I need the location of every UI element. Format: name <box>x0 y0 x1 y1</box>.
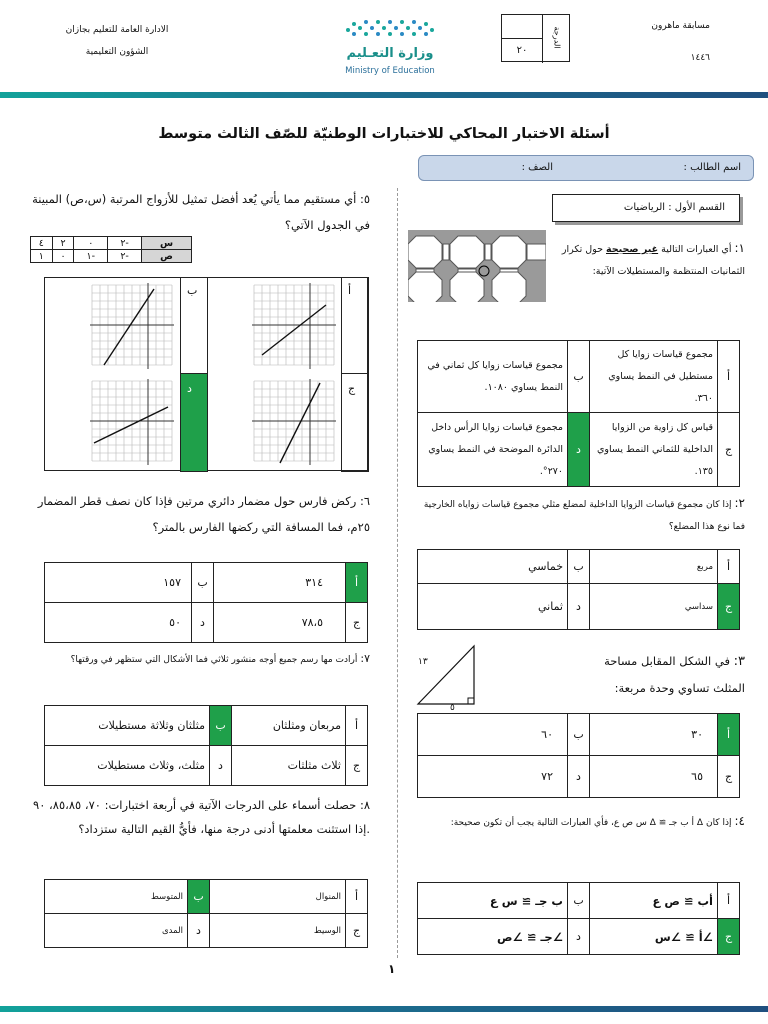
q6-option-c[interactable]: ٧٨،٥ <box>214 603 346 643</box>
q6-text <box>30 488 370 540</box>
score-box <box>501 14 570 62</box>
q6-letter-c: ج <box>346 603 368 643</box>
q2-text <box>412 492 745 538</box>
student-info-bar <box>418 155 754 181</box>
q8-letter-b: ب <box>188 880 210 914</box>
q5-x-4: ٤ <box>31 237 53 250</box>
q8-letter-d: د <box>188 914 210 948</box>
q1-letter-d: د <box>568 413 590 487</box>
q7-number: ٧: <box>360 652 370 665</box>
q3-option-b[interactable]: ٦٠ <box>418 714 568 756</box>
q5-x-2: ٠ <box>74 237 108 250</box>
q3-number: ٣: <box>733 654 745 669</box>
q1-text-before: أي العبارات التالية <box>661 244 732 255</box>
q8-letter-a: أ <box>346 880 368 914</box>
q5-x-1: -٢ <box>108 237 142 250</box>
q7-option-b[interactable]: مثلثان وثلاثة مستطيلات <box>45 706 210 746</box>
q6-number: ٦: <box>359 494 370 508</box>
affairs-name: الشؤون التعليمية <box>85 47 149 57</box>
q6-option-a[interactable]: ٣١٤ <box>214 563 346 603</box>
q8-option-c[interactable]: الوسيط <box>210 914 346 948</box>
q3-letter-c: ج <box>718 756 740 798</box>
q8-option-d[interactable]: المدى <box>45 914 188 948</box>
q1-letter-c: ج <box>718 413 740 487</box>
q7-body: أرادت مها رسم جميع أوجه منشور ثلاثي فما الأشكال التي ستظهر في ورقتها؟ <box>70 655 358 665</box>
q5-y-4: ١ <box>31 250 53 263</box>
ministry-logo <box>342 18 438 80</box>
q2-letter-b: ب <box>568 550 590 584</box>
q1-letter-a: أ <box>718 341 740 413</box>
q6-option-d[interactable]: ٥٠ <box>45 603 192 643</box>
q7-letter-c: ج <box>346 746 368 786</box>
q2-options <box>417 549 740 630</box>
q4-text <box>412 808 745 836</box>
q5-text <box>30 186 370 238</box>
q6-letter-b: ب <box>192 563 214 603</box>
q6-option-b[interactable]: ١٥٧ <box>45 563 192 603</box>
q5-graph-a[interactable] <box>250 281 336 371</box>
q3-text <box>600 648 745 701</box>
q5-y-2: -١ <box>74 250 108 263</box>
q2-body: إذا كان مجموع قياسات الزوايا الداخلية لمضلع مثلي مجموع قياسات زواياه الخارجية فما نوع هذا المضلع؟ <box>423 500 745 532</box>
octagon-pattern-figure <box>408 230 546 302</box>
q4-letter-c: ج <box>718 919 740 955</box>
q2-option-b[interactable]: خماسي <box>418 550 568 584</box>
q1-option-a[interactable]: مجموع قياسات زوايا كل مستطيل في النمط يساوي ٣٦٠. <box>590 341 718 413</box>
hijri-year: ١٤٤٦ <box>690 53 710 63</box>
q1-options <box>417 340 740 487</box>
student-name-label: اسم الطالب : <box>683 162 741 173</box>
q1-option-c[interactable]: قياس كل زاوية من الزوايا الداخلية للثماني النمط يساوي ١٣٥. <box>590 413 718 487</box>
plotted-line <box>104 289 154 365</box>
plotted-line <box>94 407 168 443</box>
q1-text <box>555 237 745 283</box>
q4-body: إذا كان Δ أ ب جـ ≅ Δ س ص ع، فأي العبارات التالية يجب أن تكون صحيحة: <box>450 818 732 828</box>
q7-option-d[interactable]: مثلث، وثلاث مستطيلات <box>45 746 210 786</box>
q2-letter-a: أ <box>718 550 740 584</box>
q8-options <box>44 879 368 948</box>
q7-option-a[interactable]: مربعان ومثلثان <box>232 706 346 746</box>
q5-letter-c: ج <box>348 382 356 395</box>
q3-side-hyp: ١٣ <box>418 657 428 667</box>
section-label-text: القسم الأول : الرياضيات <box>623 202 725 213</box>
q5-number: ٥: <box>359 192 370 206</box>
q3-options <box>417 713 740 798</box>
q3-option-d[interactable]: ٧٢ <box>418 756 568 798</box>
q6-options <box>44 562 368 643</box>
directorate-name: الادارة العامة للتعليم بجازان <box>65 25 169 35</box>
page-number: ١ <box>388 962 396 976</box>
q5-graph-b[interactable] <box>88 281 174 371</box>
q1-option-b[interactable]: مجموع قياسات زوايا كل ثماني في النمط يساوي ١٠٨٠. <box>418 341 568 413</box>
q3-option-c[interactable]: ٦٥ <box>590 756 718 798</box>
q2-option-a[interactable]: مربع <box>590 550 718 584</box>
q5-letter-d: د <box>187 382 192 395</box>
q5-y-3: ٠ <box>52 250 74 263</box>
page-title: أسئلة الاختبار المحاكي للاختبارات الوطنيّة للصّف الثالث متوسط <box>158 126 610 142</box>
q5-x-3: ٢ <box>52 237 74 250</box>
q5-graphs <box>44 277 368 471</box>
q5-x-label: س <box>142 237 192 250</box>
q8-option-a[interactable]: المنوال <box>210 880 346 914</box>
footer-band <box>0 1006 768 1012</box>
q6-letter-d: د <box>192 603 214 643</box>
q8-body: حصلت أسماء على الدرجات الآتية في أربعة اختبارات: ٧٠، ٨٥،٨٥، ٩٠ .إذا استثنت معلمتها أدنى درجة منها، فأيُّ القيم التالية ستزداد؟ <box>33 798 370 836</box>
q4-letter-a: أ <box>718 883 740 919</box>
logo-dots-icon <box>342 18 438 44</box>
right-triangle-figure <box>410 642 480 712</box>
q7-letter-a: أ <box>346 706 368 746</box>
q2-letter-c: ج <box>718 584 740 630</box>
q7-letter-b: ب <box>210 706 232 746</box>
q2-number: ٢: <box>734 496 745 510</box>
score-label: الدرجة <box>552 26 562 49</box>
q5-xy-table <box>30 236 192 263</box>
q4-number: ٤: <box>734 814 745 828</box>
q4-options <box>417 882 740 955</box>
q8-letter-c: ج <box>346 914 368 948</box>
score-value: ٢٠ <box>516 45 528 56</box>
q3-letter-d: د <box>568 756 590 798</box>
class-label: الصف : <box>521 162 553 173</box>
q5-letter-a: أ <box>348 284 352 297</box>
q4-letter-d: د <box>568 919 590 955</box>
section-label <box>552 194 740 222</box>
q3-body: في الشكل المقابل مساحة المثلث تساوي وحدة مربعة: <box>604 654 745 695</box>
q5-y-label: ص <box>142 250 192 263</box>
q2-letter-d: د <box>568 584 590 630</box>
q4-option-d[interactable]: ∠جـ ≅ ∠ص <box>418 919 568 955</box>
q3-letter-b: ب <box>568 714 590 756</box>
q8-number: ٨: <box>359 798 370 812</box>
column-divider <box>397 188 398 958</box>
q1-text-after: حول تكرار الثمانيات المنتظمة والمستطيلات الآتية: <box>561 244 745 277</box>
header-band <box>0 92 768 98</box>
q2-option-c[interactable]: سداسي <box>590 584 718 630</box>
q7-options <box>44 705 368 786</box>
q6-body: ركض فارس حول مضمار دائري مرتين فإذا كان نصف قطر المضمار ٢٥م، فما المسافة التي ركضها الفارس بالمتر؟ <box>37 494 370 534</box>
q4-option-c[interactable]: ∠أ ≅ ∠س <box>590 919 718 955</box>
q3-letter-a: أ <box>718 714 740 756</box>
q1-option-d[interactable]: مجموع قياسات زوايا الرأس داخل الدائرة الموضحة في النمط يساوي ٢٧٠°. <box>418 413 568 487</box>
q5-letter-b: ب <box>187 284 198 297</box>
q7-letter-d: د <box>210 746 232 786</box>
q7-option-c[interactable]: ثلاث مثلثات <box>232 746 346 786</box>
q4-option-a[interactable]: أب ≅ ص ع <box>590 883 718 919</box>
q1-number: ١: <box>734 241 745 255</box>
logo-arabic: وزارة التعـليم <box>346 46 434 61</box>
q5-y-1: -٢ <box>108 250 142 263</box>
logo-english: Ministry of Education <box>345 66 435 76</box>
q3-side-base: ٥ <box>450 703 455 713</box>
q1-emphasis: غير صحيحة <box>606 244 659 255</box>
q8-text <box>30 793 370 841</box>
q5-body: أي مستقيم مما يأتي يُعد أفضل تمثيل للأزواج المرتبة (س،ص) المبينة في الجدول الآتي؟ <box>32 192 370 232</box>
q7-text <box>30 648 370 671</box>
q4-letter-b: ب <box>568 883 590 919</box>
q2-option-d[interactable]: ثماني <box>418 584 568 630</box>
q1-letter-b: ب <box>568 341 590 413</box>
q6-letter-a: أ <box>346 563 368 603</box>
q8-option-b[interactable]: المتوسط <box>45 880 188 914</box>
q4-option-b[interactable]: ب جـ ≅ س ع <box>418 883 568 919</box>
q5-graph-c[interactable] <box>250 377 336 467</box>
q3-option-a[interactable]: ٣٠ <box>590 714 718 756</box>
q5-graph-d[interactable] <box>88 377 174 467</box>
competition-name: مسابقة ماهرون <box>651 21 710 31</box>
